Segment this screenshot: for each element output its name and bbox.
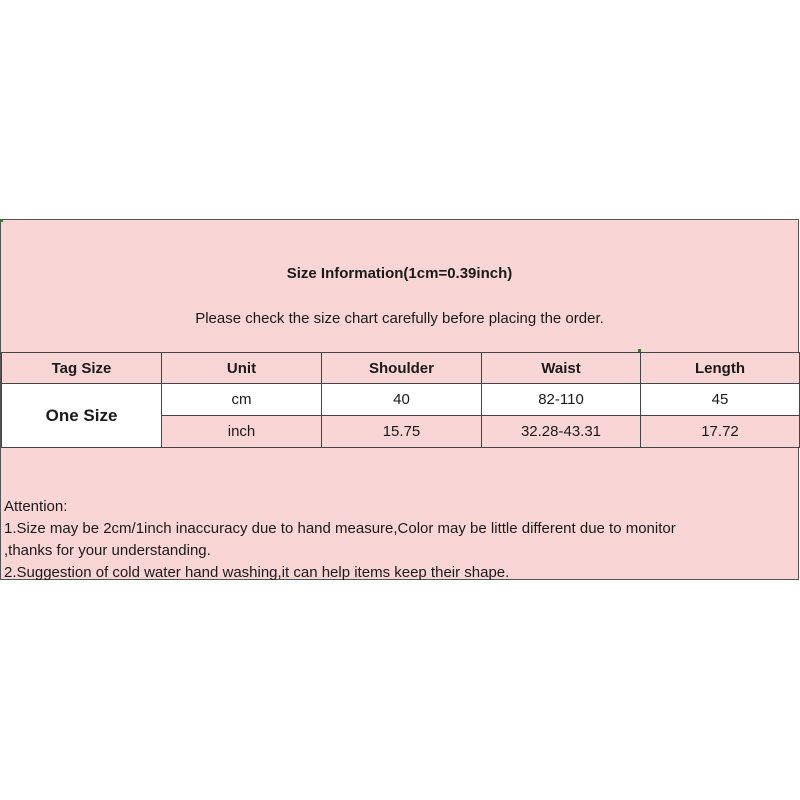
unit-cell: cm xyxy=(162,384,322,416)
unit-cell: inch xyxy=(162,416,322,448)
column-header: Unit xyxy=(162,353,322,384)
length-cell: 17.72 xyxy=(641,416,800,448)
attention-notes xyxy=(4,496,676,584)
column-header: Shoulder xyxy=(322,353,482,384)
length-cell: 45 xyxy=(641,384,800,416)
column-header: Tag Size xyxy=(2,353,162,384)
size-info-subtitle: Please check the size chart carefully before placing the order. xyxy=(195,310,604,327)
table-header-row xyxy=(2,353,800,384)
waist-cell: 82-110 xyxy=(482,384,641,416)
size-info-title: Size Information(1cm=0.39inch) xyxy=(286,265,513,282)
waist-cell: 32.28-43.31 xyxy=(482,416,641,448)
column-header: Waist xyxy=(482,353,641,384)
shoulder-cell: 15.75 xyxy=(322,416,482,448)
shoulder-cell: 40 xyxy=(322,384,482,416)
notes-line: 2.Suggestion of cold water hand washing,it can help items keep their shape. xyxy=(4,564,510,581)
notes-line: ,thanks for your understanding. xyxy=(4,542,211,559)
column-header: Length xyxy=(641,353,800,384)
notes-line: 1.Size may be 2cm/1inch inaccuracy due to hand measure,Color may be little different due to monitor xyxy=(4,520,676,537)
size-chart-panel xyxy=(0,219,799,580)
corner-marker xyxy=(0,219,3,222)
notes-heading: Attention: xyxy=(4,498,68,515)
size-table xyxy=(1,352,800,448)
table-row xyxy=(2,384,800,416)
tag-size-cell: One Size xyxy=(2,384,162,448)
